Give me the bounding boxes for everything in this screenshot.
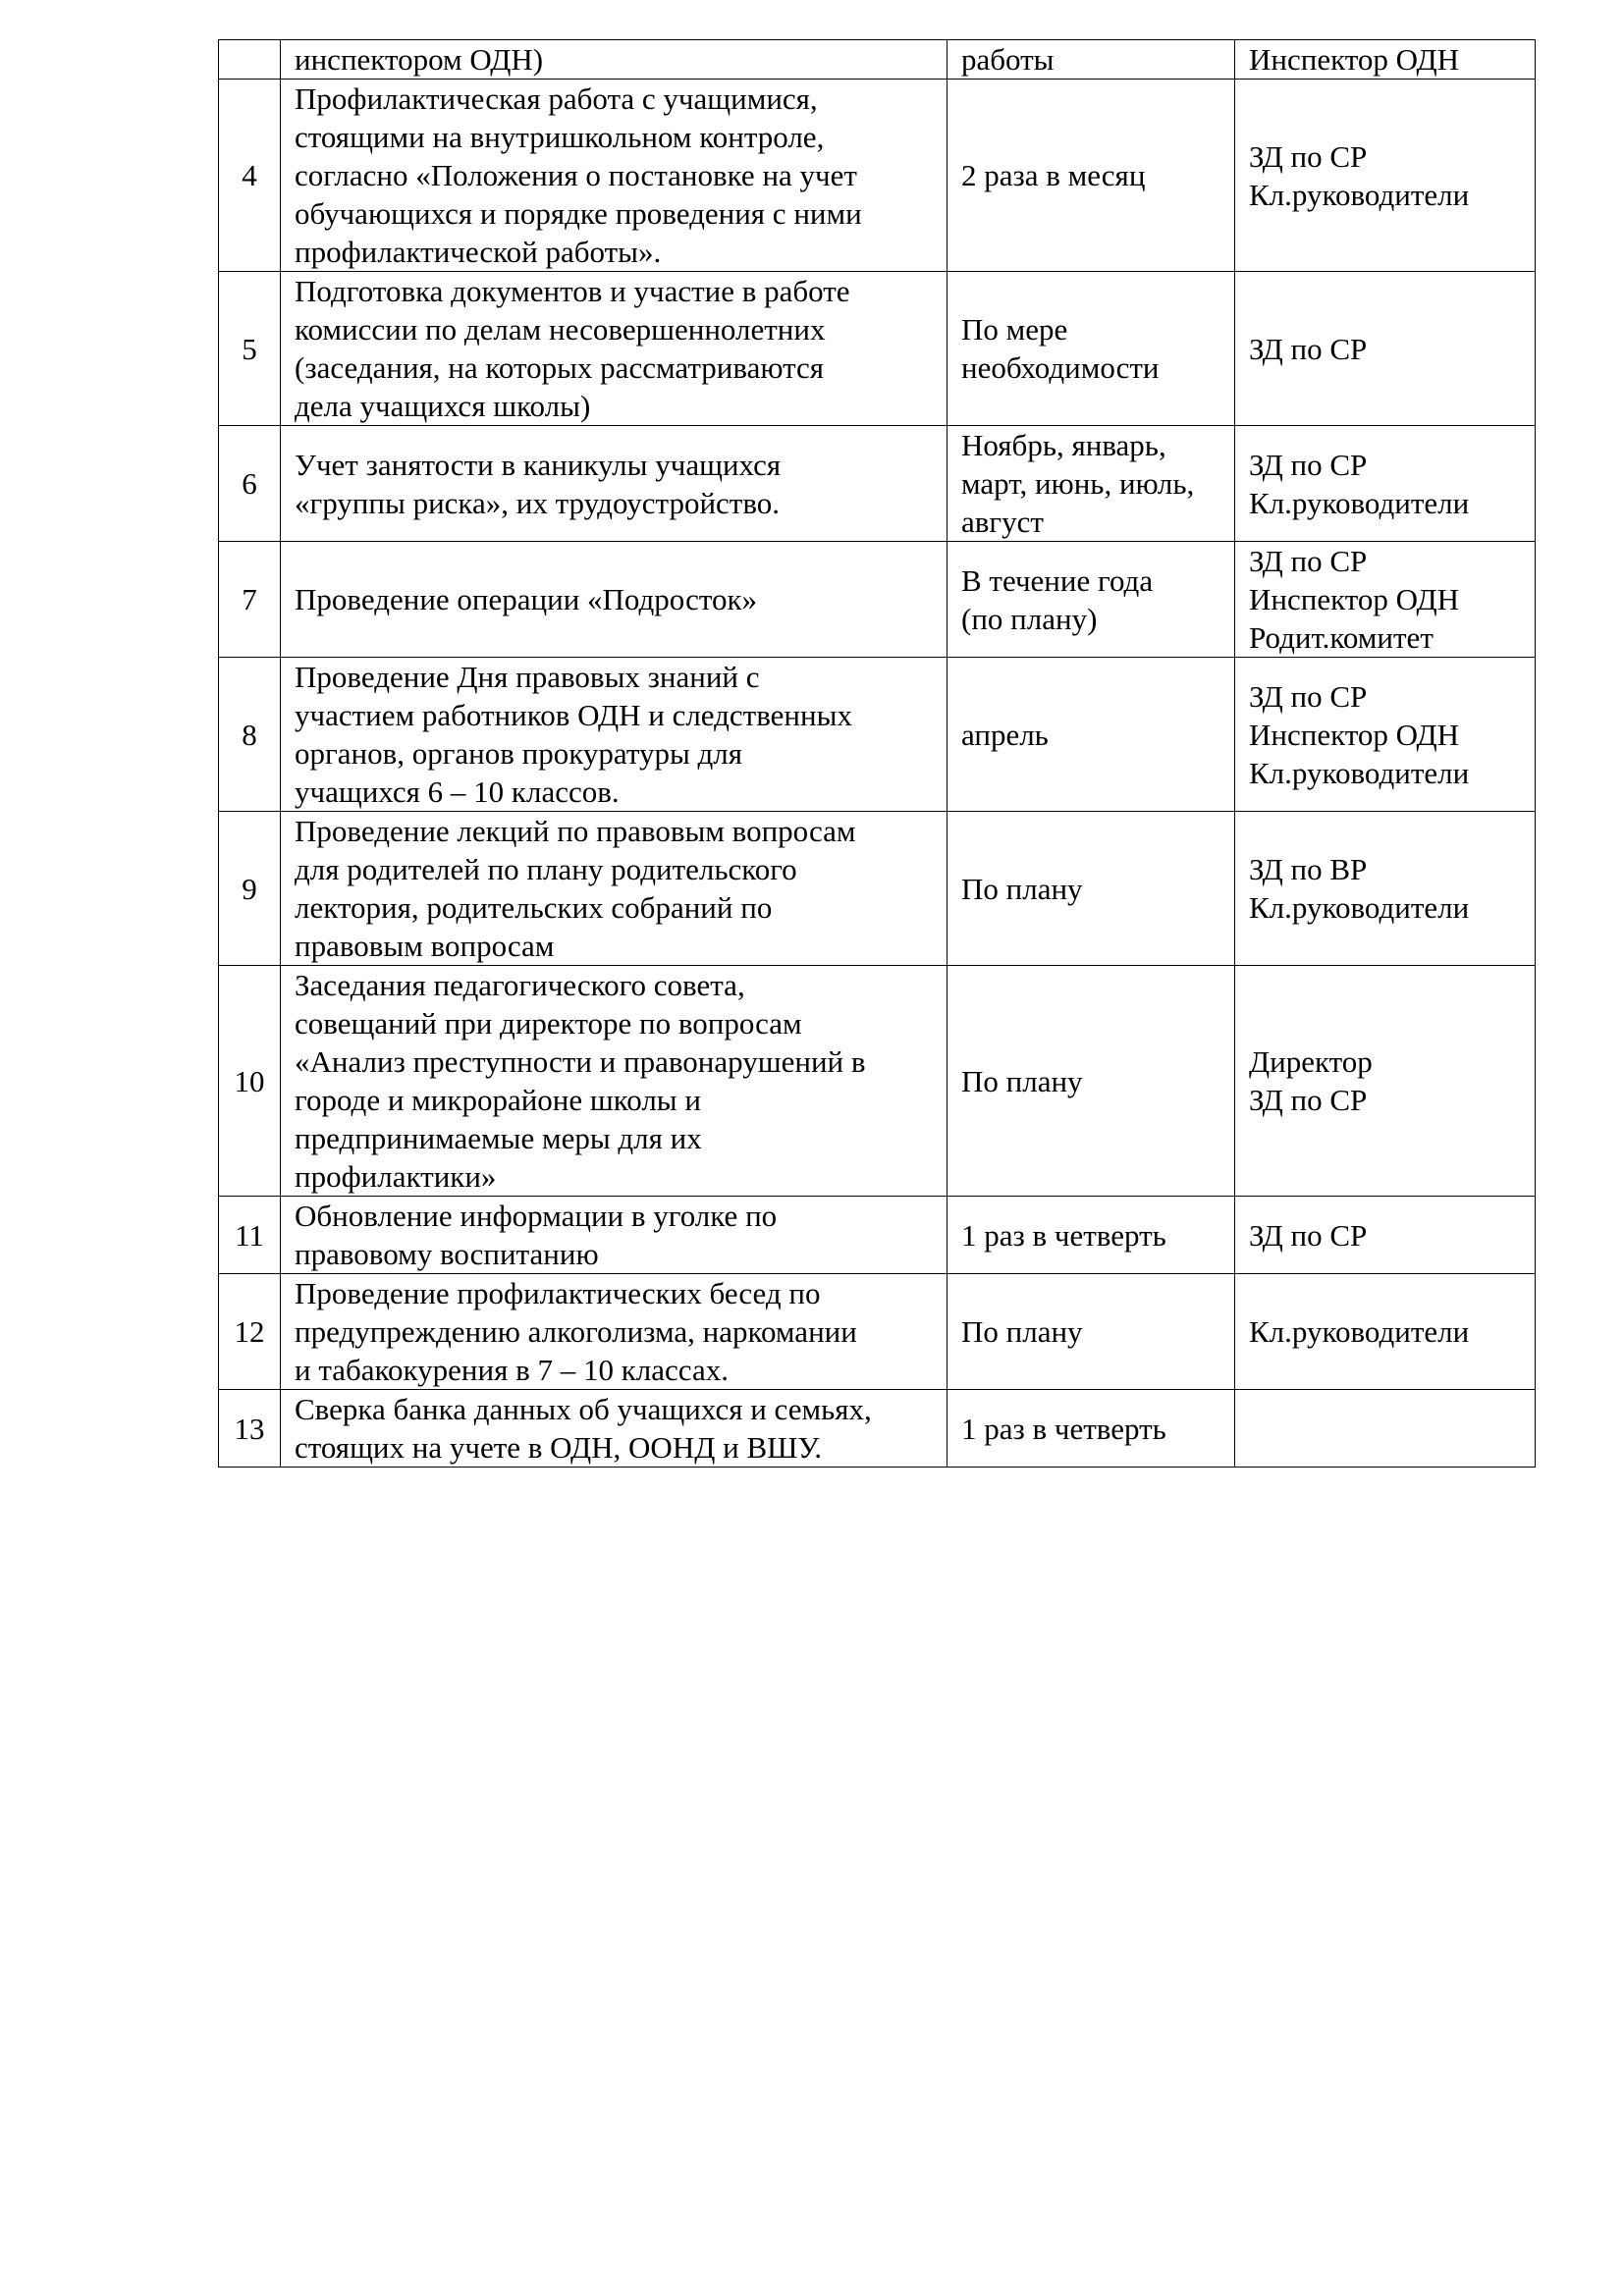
event-cell: Проведение Дня правовых знаний с участием работников ОДН и следственных органов, органов прокуратуры для учащихся 6 – 10 классов. (281, 658, 947, 812)
responsible-cell: ЗД по СР (1235, 272, 1536, 426)
table-row (219, 966, 1536, 1197)
term-cell: По плану (947, 1274, 1235, 1390)
prevention-plan-table (218, 39, 1536, 1468)
table-row (219, 1274, 1536, 1390)
row-number: 11 (219, 1197, 281, 1274)
responsible-cell: ЗД по СР Инспектор ОДН Родит.комитет (1235, 542, 1536, 658)
table-row (219, 542, 1536, 658)
term-cell: 1 раз в четверть (947, 1197, 1235, 1274)
term-cell: 1 раз в четверть (947, 1390, 1235, 1468)
row-number: 7 (219, 542, 281, 658)
table-row (219, 812, 1536, 966)
term-cell: апрель (947, 658, 1235, 812)
responsible-cell: ЗД по СР Кл.руководители (1235, 80, 1536, 272)
responsible-cell: ЗД по СР Кл.руководители (1235, 426, 1536, 542)
event-cell: Проведение профилактических бесед по предупреждению алкоголизма, наркомании и табакокурения в 7 – 10 классах. (281, 1274, 947, 1390)
row-number: 4 (219, 80, 281, 272)
event-cell: инспектором ОДН) (281, 40, 947, 80)
responsible-cell (1235, 1390, 1536, 1468)
event-cell: Проведение лекций по правовым вопросам для родителей по плану родительского лектория, родительских собраний по правовым вопросам (281, 812, 947, 966)
table-row (219, 1390, 1536, 1468)
responsible-cell: Инспектор ОДН (1235, 40, 1536, 80)
row-number: 12 (219, 1274, 281, 1390)
row-number: 6 (219, 426, 281, 542)
term-cell: Ноябрь, январь, март, июнь, июль, август (947, 426, 1235, 542)
responsible-cell: Кл.руководители (1235, 1274, 1536, 1390)
table-row (219, 426, 1536, 542)
event-cell: Сверка банка данных об учащихся и семьях, стоящих на учете в ОДН, ООНД и ВШУ. (281, 1390, 947, 1468)
row-number: 13 (219, 1390, 281, 1468)
event-cell: Обновление информации в уголке по правовому воспитанию (281, 1197, 947, 1274)
row-number: 10 (219, 966, 281, 1197)
term-cell: По мере необходимости (947, 272, 1235, 426)
table-row (219, 272, 1536, 426)
table-row (219, 80, 1536, 272)
term-cell: По плану (947, 812, 1235, 966)
event-cell: Заседания педагогического совета, совещаний при директоре по вопросам «Анализ преступности и правонарушений в городе и микрорайоне школы и предпринимаемые меры для их профилактики» (281, 966, 947, 1197)
term-cell: 2 раза в месяц (947, 80, 1235, 272)
responsible-cell: ЗД по СР Инспектор ОДН Кл.руководители (1235, 658, 1536, 812)
row-number: 9 (219, 812, 281, 966)
table-row (219, 658, 1536, 812)
term-cell: В течение года (по плану) (947, 542, 1235, 658)
event-cell: Проведение операции «Подросток» (281, 542, 947, 658)
row-number: 8 (219, 658, 281, 812)
event-cell: Учет занятости в каникулы учащихся «группы риска», их трудоустройство. (281, 426, 947, 542)
term-cell: По плану (947, 966, 1235, 1197)
responsible-cell: Директор ЗД по СР (1235, 966, 1536, 1197)
responsible-cell: ЗД по ВР Кл.руководители (1235, 812, 1536, 966)
row-number: 5 (219, 272, 281, 426)
responsible-cell: ЗД по СР (1235, 1197, 1536, 1274)
term-cell: работы (947, 40, 1235, 80)
event-cell: Профилактическая работа с учащимися, стоящими на внутришкольном контроле, согласно «Положения о постановке на учет обучающихся и порядке проведения с ними профилактической работы». (281, 80, 947, 272)
event-cell: Подготовка документов и участие в работе комиссии по делам несовершеннолетних (заседания, на которых рассматриваются дела учащихся школы) (281, 272, 947, 426)
row-number (219, 40, 281, 80)
table-row (219, 1197, 1536, 1274)
table-row (219, 40, 1536, 80)
